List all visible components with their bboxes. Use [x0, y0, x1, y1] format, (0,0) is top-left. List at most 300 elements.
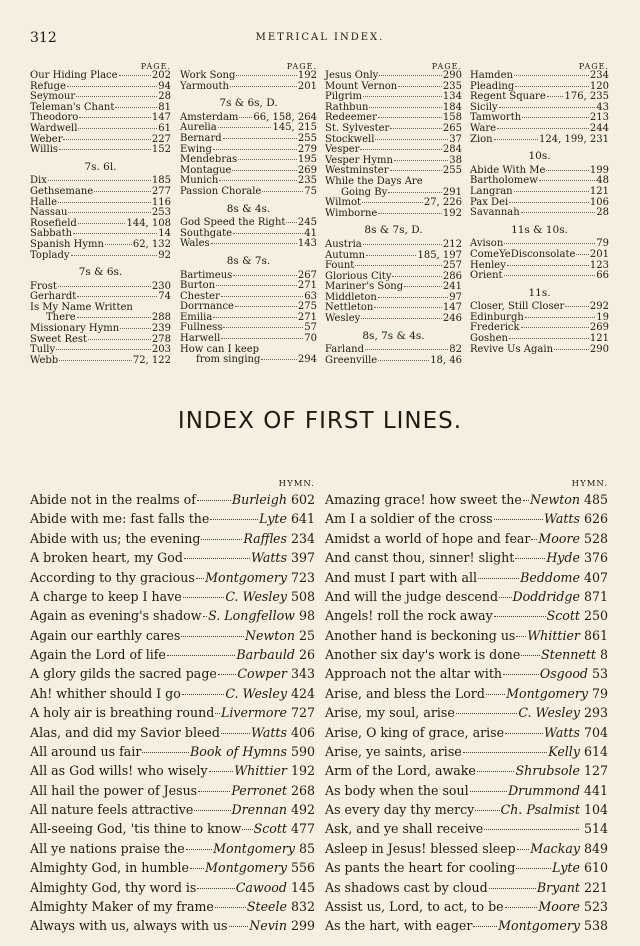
tune-page: 278	[151, 333, 171, 345]
tune-name: Orient	[470, 270, 503, 282]
leader-dots	[194, 810, 230, 811]
tune-page: 41	[304, 227, 317, 239]
leader-dots	[475, 810, 499, 811]
first-line-entry	[30, 606, 315, 625]
tune-name: Autumn	[325, 249, 366, 261]
author-name: Scott	[546, 608, 580, 624]
leader-dots	[374, 307, 442, 308]
tune-name: Frost	[30, 280, 57, 292]
tune-page: 120	[589, 80, 609, 92]
first-line-text: Arise, O king of grace, arise	[325, 724, 505, 740]
author-name: Montgomery	[205, 860, 287, 876]
first-line-entry	[325, 878, 608, 897]
tune-name: Tamworth	[470, 112, 522, 124]
meter-heading: 8s & 4s.	[226, 202, 271, 215]
leader-dots	[238, 159, 297, 160]
leader-dots	[499, 107, 596, 108]
first-line-text: And will the judge descend	[325, 588, 499, 604]
first-line-text: All ye nations praise the	[30, 840, 185, 856]
tune-name: Tully	[30, 344, 56, 356]
leader-dots	[186, 849, 212, 850]
leader-dots	[565, 306, 589, 307]
first-line-text: Approach not the altar with	[325, 666, 502, 682]
tune-page: 290	[589, 343, 609, 355]
hymn-column-label: HYMN.	[278, 479, 315, 489]
tune-name: Glorious City	[325, 270, 392, 282]
hymn-number: 98	[298, 608, 315, 624]
leader-dots	[67, 86, 157, 87]
tune-name: Frederick	[470, 322, 520, 334]
leader-dots	[56, 349, 151, 350]
tune-page: 79	[596, 238, 609, 250]
hymn-number: 8	[599, 647, 608, 662]
meter-heading: 11s & 10s.	[511, 223, 568, 236]
leader-dots	[262, 191, 303, 192]
leader-dots	[190, 868, 204, 869]
author-name: C. Wesley	[225, 588, 287, 604]
leader-dots	[494, 519, 543, 520]
meter-heading: 8s, 7s & 4s.	[362, 329, 425, 342]
tune-page: 66, 158, 264	[253, 111, 317, 123]
tune-entry	[325, 177, 462, 188]
meter-heading: 8s & 7s.	[226, 254, 271, 267]
tune-page: 288	[151, 312, 171, 324]
hymn-number: 723	[290, 569, 315, 585]
first-line-text: Almighty God, thy word is	[30, 879, 197, 895]
first-line-entry	[325, 781, 608, 800]
author-name: Book of Hymns	[190, 743, 287, 759]
leader-dots	[521, 212, 596, 213]
leader-dots	[504, 243, 595, 244]
author-name: Watts	[251, 724, 287, 740]
tune-name: Hamden	[470, 70, 513, 81]
tune-entry	[470, 250, 609, 261]
tune-entry	[180, 355, 317, 366]
leader-dots	[215, 713, 220, 714]
tune-page: 199	[589, 164, 609, 176]
tune-name: Pax Dei	[470, 196, 509, 208]
hymn-number: 127	[583, 763, 608, 779]
tune-page: 294	[297, 354, 317, 366]
tune-name: Westminster	[325, 165, 389, 177]
tune-name: Chester	[180, 290, 220, 302]
hymn-number: 477	[290, 821, 315, 837]
first-line-text: All nature feels attractive	[30, 802, 194, 817]
leader-dots	[167, 655, 236, 656]
leader-dots	[181, 636, 244, 637]
leader-dots	[470, 791, 507, 792]
tune-name: Revive Us Again	[470, 343, 554, 355]
hymn-column-label: HYMN.	[571, 479, 608, 489]
tune-page: 292	[589, 301, 609, 313]
first-line-entry	[325, 587, 608, 606]
tune-name: There	[46, 312, 76, 324]
tune-name: Yarmouth	[180, 80, 229, 92]
author-name: Cowper	[237, 666, 287, 682]
tune-page: 213	[589, 112, 609, 124]
tune-name: Ware	[470, 122, 497, 134]
first-line-text: Arise, my soul, arise	[325, 705, 455, 721]
leader-dots	[198, 791, 230, 792]
first-line-entry	[30, 587, 315, 606]
author-name: Moore	[538, 530, 580, 546]
tune-entry	[470, 345, 609, 356]
first-line-entry	[30, 529, 315, 548]
first-line-text: Abide not in the realms of	[30, 492, 196, 507]
tune-page: 92	[158, 249, 171, 261]
leader-dots	[235, 306, 297, 307]
tune-name: Weber	[30, 133, 63, 145]
leader-dots	[184, 558, 250, 559]
leader-dots	[378, 117, 442, 118]
leader-dots	[392, 276, 441, 277]
hymn-number: 221	[583, 879, 608, 895]
leader-dots	[362, 202, 423, 203]
tune-page: 19	[596, 311, 609, 323]
author-name: Lyte	[259, 511, 287, 527]
tune-name: Zion	[470, 133, 493, 145]
leader-dots	[209, 771, 234, 772]
leader-dots	[210, 519, 258, 520]
tune-name: Bartimeus	[180, 269, 233, 281]
leader-dots	[509, 338, 589, 339]
tune-page: 75	[304, 185, 317, 197]
meter-heading: 7s & 6s.	[78, 266, 123, 279]
first-line-text: All-seeing God, 'tis thine to know	[30, 821, 242, 837]
author-name: Montgomery	[205, 569, 287, 585]
first-line-text: Alas, and did my Savior bleed	[30, 724, 220, 740]
tune-page: 27, 226	[423, 197, 462, 209]
tune-name: Dix	[30, 175, 47, 187]
leader-dots	[547, 96, 564, 97]
tune-page: 116	[151, 196, 171, 208]
tune-page: 144, 108	[126, 217, 171, 229]
author-name: Doddridge	[512, 588, 580, 604]
first-line-text: Amidst a world of hope and fear	[325, 530, 531, 546]
author-name: Whittier	[234, 763, 287, 779]
first-line-entry	[30, 897, 315, 916]
tune-name: Bartholomew	[470, 175, 538, 187]
first-line-entry	[30, 568, 315, 587]
tune-entry	[30, 251, 171, 262]
hymn-number: 614	[583, 743, 608, 759]
tune-page: 43	[596, 101, 609, 113]
leader-dots	[221, 733, 250, 734]
leader-dots	[507, 265, 589, 266]
leader-dots	[514, 75, 589, 76]
tune-page: 123	[589, 259, 609, 271]
hymn-number: 528	[583, 530, 608, 546]
leader-dots	[78, 128, 157, 129]
first-line-entry	[30, 645, 315, 664]
tune-page: 279	[297, 143, 317, 155]
tune-name: Jesus Only	[325, 70, 379, 81]
leader-dots	[378, 213, 442, 214]
author-name: Raffles	[243, 530, 287, 546]
tune-page: 147	[151, 112, 171, 124]
meter-heading: 7s & 6s, D.	[219, 97, 278, 110]
tune-entry	[180, 82, 317, 93]
tune-name: Wimborne	[325, 207, 378, 219]
leader-dots	[404, 286, 442, 287]
hymn-number: 590	[290, 743, 315, 759]
tune-page: 124, 199, 231	[539, 133, 609, 145]
leader-dots	[456, 713, 518, 714]
tune-name: Burton	[180, 280, 216, 292]
tune-name: Avison	[470, 238, 504, 250]
author-name: Whittier	[527, 627, 580, 643]
leader-dots	[232, 170, 296, 171]
leader-dots	[505, 733, 543, 734]
first-line-text: Am I a soldier of the cross	[325, 511, 493, 527]
leader-dots	[197, 500, 231, 501]
author-name: Drennan	[231, 802, 287, 817]
first-line-entry	[325, 626, 608, 645]
leader-dots	[390, 128, 442, 129]
leader-dots	[486, 694, 505, 695]
tune-page: 94	[158, 80, 171, 92]
meter-heading: 7s. 6l.	[84, 160, 117, 173]
leader-dots	[478, 578, 519, 579]
tune-page: 286	[442, 270, 462, 282]
leader-dots	[213, 149, 297, 150]
hymn-number: 538	[583, 918, 608, 934]
hymn-number: 250	[583, 608, 608, 624]
first-line-text: All around us fair	[30, 743, 142, 759]
tune-page: 147	[442, 302, 462, 314]
first-lines-left-column	[30, 478, 315, 936]
tune-entry	[180, 239, 317, 250]
first-line-text: Again our earthly cares	[30, 627, 181, 643]
first-line-entry	[325, 664, 608, 683]
tune-name: Rosefield	[30, 217, 77, 229]
author-name: S. Longfellow	[208, 608, 295, 624]
hymn-number: 343	[290, 666, 315, 682]
leader-dots	[521, 655, 540, 656]
tune-name: Dorrnance	[180, 301, 234, 313]
first-line-text: Ah! whither should I go	[30, 685, 181, 701]
first-line-entry	[325, 548, 608, 567]
tune-name: Refuge	[30, 80, 66, 92]
tune-page: 185, 197	[417, 249, 462, 261]
tune-page: 192	[297, 70, 317, 81]
leader-dots	[525, 317, 595, 318]
hymn-number: 234	[290, 530, 315, 546]
tune-page: 245	[297, 217, 317, 229]
first-line-text: Amazing grace! how sweet the	[325, 492, 522, 507]
first-line-text: Always with us, always with us	[30, 918, 228, 934]
first-line-text: Arise, ye saints, arise	[325, 743, 462, 759]
hymn-number: 727	[290, 705, 315, 721]
tune-name: Is My Name Written	[30, 301, 133, 313]
tune-page: 269	[297, 164, 317, 176]
tune-name: Vesper Hymn	[325, 154, 393, 166]
hymn-number: 441	[583, 782, 608, 798]
first-line-entry	[325, 839, 608, 858]
tune-page: 255	[297, 132, 317, 144]
leader-dots	[522, 117, 589, 118]
leader-dots	[196, 578, 204, 579]
tune-page: 82	[449, 344, 462, 356]
tune-page: 61	[158, 122, 171, 134]
leader-dots	[68, 212, 151, 213]
tune-entry	[325, 356, 462, 367]
tune-entry	[325, 124, 462, 135]
author-name: Lyte	[552, 860, 580, 876]
tune-entry	[470, 187, 609, 198]
tune-page: 291	[442, 186, 462, 198]
tune-page: 255	[442, 165, 462, 177]
leader-dots	[398, 86, 442, 87]
tune-page: 246	[442, 313, 462, 325]
leader-dots	[142, 752, 189, 753]
first-line-text: Assist us, Lord, to act, to be	[325, 898, 504, 914]
tune-page: 235	[297, 175, 317, 187]
tune-name: Toplady	[30, 249, 70, 261]
hymn-number: 376	[583, 550, 608, 566]
first-line-text: Again as evening's shadow	[30, 608, 202, 624]
first-line-entry	[30, 916, 315, 935]
leader-dots	[365, 349, 448, 350]
tune-name: from singing	[196, 354, 261, 366]
leader-dots	[514, 191, 589, 192]
leader-dots	[517, 849, 529, 850]
tune-page: 72, 122	[132, 354, 171, 366]
tune-name: Austria	[325, 238, 362, 250]
first-line-entry	[30, 664, 315, 683]
first-line-text: Ask, and ye shall receive	[325, 821, 484, 837]
author-name: Scott	[253, 821, 287, 837]
first-line-text: Asleep in Jesus! blessed sleep	[325, 840, 516, 856]
tune-page: 284	[442, 144, 462, 156]
tune-page: 230	[151, 280, 171, 292]
tune-name: Sabbath	[30, 228, 73, 240]
tune-entry	[470, 271, 609, 282]
first-line-text: A charge to keep I have	[30, 588, 182, 604]
first-line-entry	[30, 819, 315, 838]
tune-page: 201	[589, 248, 609, 260]
tune-page: 28	[158, 91, 171, 103]
tune-entry	[470, 124, 609, 135]
tune-name: Middleton	[325, 291, 377, 303]
tune-page: 121	[589, 185, 609, 197]
author-name: Watts	[544, 724, 580, 740]
tune-page: 257	[442, 260, 462, 272]
tune-entry	[325, 209, 462, 220]
leader-dots	[554, 349, 589, 350]
first-line-text: A glory gilds the sacred page	[30, 666, 217, 682]
author-name: Montgomery	[506, 685, 588, 701]
tune-page: 195	[297, 154, 317, 166]
leader-dots	[211, 243, 297, 244]
first-line-text: Arise, and bless the Lord	[325, 685, 485, 701]
hymn-number: 871	[583, 588, 608, 604]
author-name: Montgomery	[213, 840, 295, 856]
tune-name: Pleading	[470, 80, 515, 92]
tune-page: 74	[158, 291, 171, 303]
leader-dots	[58, 202, 151, 203]
leader-dots	[261, 359, 297, 360]
first-line-entry	[325, 490, 608, 509]
tune-name: Montague	[180, 164, 232, 176]
first-line-entry	[30, 761, 315, 780]
hymn-number: 79	[591, 685, 608, 701]
author-name: Stennett	[541, 647, 596, 662]
tune-page: 271	[297, 311, 317, 323]
first-line-text: Angels! roll the rock away	[325, 608, 493, 624]
tune-entry	[30, 356, 171, 367]
first-line-entry	[30, 800, 315, 819]
leader-dots	[233, 275, 297, 276]
leader-dots	[58, 286, 151, 287]
first-line-entry	[30, 723, 315, 742]
first-line-entry	[325, 703, 608, 722]
tune-page: 158	[442, 112, 462, 124]
hymn-number: 492	[290, 802, 315, 817]
hymn-number: 602	[290, 492, 315, 507]
leader-dots	[363, 96, 442, 97]
hymn-number: 145	[290, 879, 315, 895]
leader-dots	[546, 170, 588, 171]
hymn-number: 514	[583, 821, 608, 837]
tune-name: Redeemer	[325, 112, 377, 124]
tune-name: Abide With Me	[470, 164, 546, 176]
leader-dots	[71, 255, 158, 256]
hymn-number: 485	[583, 492, 608, 507]
first-line-text: Another hand is beckoning us	[325, 627, 516, 643]
leader-dots	[516, 636, 526, 637]
leader-dots	[213, 317, 297, 318]
first-line-text: According to thy gracious	[30, 569, 195, 585]
first-line-entry	[30, 781, 315, 800]
first-line-entry	[325, 645, 608, 664]
first-line-entry	[30, 684, 315, 703]
first-line-entry	[325, 509, 608, 528]
meter-heading: 8s & 7s, D.	[364, 224, 423, 237]
hymn-number: 424	[290, 685, 315, 701]
tune-page: 121	[589, 333, 609, 345]
leader-dots	[236, 75, 297, 76]
leader-dots	[216, 285, 297, 286]
tune-page: 212	[442, 238, 462, 250]
first-line-entry	[325, 684, 608, 703]
first-line-entry	[30, 878, 315, 897]
leader-dots	[182, 694, 225, 695]
tune-page: 66	[596, 270, 609, 282]
page-column-label: PAGE.	[140, 62, 171, 71]
first-line-text: And canst thou, sinner! slight	[325, 550, 515, 566]
author-name: Moore	[538, 898, 580, 914]
first-line-text: As pants the heart for cooling	[325, 860, 516, 876]
tune-entry	[180, 71, 317, 82]
tune-name: Pilgrim	[325, 91, 362, 103]
tune-name: God Speed the Right	[180, 217, 286, 229]
leader-dots	[242, 829, 252, 830]
tune-name: Passion Chorale	[180, 185, 262, 197]
tune-name: Mariner's Song	[325, 281, 404, 293]
tune-name: Wilmot	[325, 197, 362, 209]
leader-dots	[509, 202, 589, 203]
tune-page: 253	[151, 207, 171, 219]
author-name: Beddome	[520, 569, 580, 585]
tune-page: 241	[442, 281, 462, 293]
tune-page: 265	[442, 122, 462, 134]
tune-name: Langran	[470, 185, 513, 197]
tune-name: Willis	[30, 144, 59, 156]
leader-dots	[531, 539, 537, 540]
leader-dots	[73, 233, 157, 234]
leader-dots	[516, 868, 551, 869]
